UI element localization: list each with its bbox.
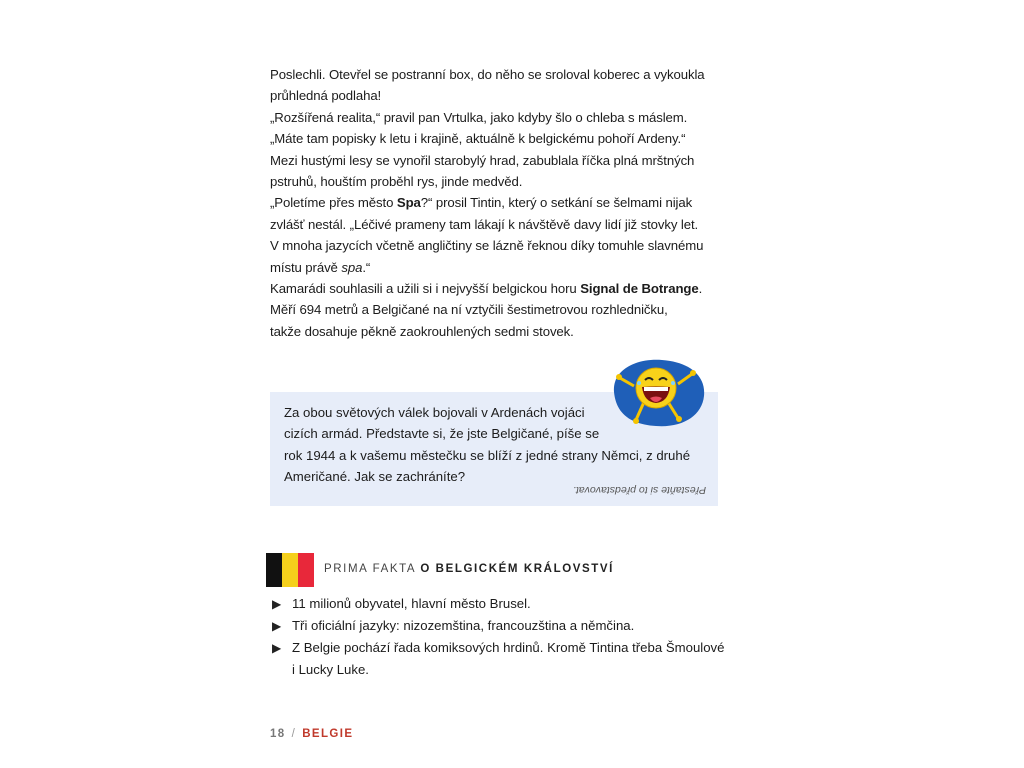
- callout-line: Američané. Jak se zachráníte?: [284, 469, 466, 485]
- bold-term-signal-de-botrange: Signal de Botrange: [580, 281, 699, 297]
- facts-title-prefix: PRIMA FAKTA: [324, 563, 421, 575]
- footer-separator: /: [291, 728, 297, 740]
- story-line: takže dosahuje pěkně zaokrouhlených sedmi stovek.: [270, 323, 574, 339]
- list-item: [270, 593, 730, 615]
- text-run: .“: [362, 259, 371, 275]
- upside-down-hint: Přestaňte si to představovat.: [572, 484, 706, 496]
- story-line: zvlášť nestál. „Léčivé prameny tam lákají k návštěvě davy lidí již stovky let.: [270, 216, 699, 232]
- triangle-bullet-icon: ▶: [272, 619, 282, 633]
- text-run: Kamarádi souhlasili a užili si i nejvyšší belgickou horu: [270, 281, 581, 297]
- triangle-bullet-icon: ▶: [272, 641, 282, 655]
- italic-term-spa: spa: [341, 259, 363, 275]
- story-text: [270, 64, 730, 342]
- flag-stripe-red: [298, 553, 314, 587]
- facts-title-bold: O BELGICKÉM KRÁLOVSTVÍ: [420, 563, 614, 575]
- text-run: .: [698, 281, 703, 297]
- text-run: ?“ prosil Tintin, který o setkání se šelmami nijak: [420, 195, 693, 211]
- page-footer: [270, 728, 353, 740]
- triangle-bullet-icon: ▶: [272, 597, 282, 611]
- page-number: 18: [270, 728, 286, 740]
- story-line: Poslechli. Otevřel se postranní box, do něho se sroloval koberec a vykoukla: [270, 67, 705, 82]
- list-item-text: Tři oficiální jazyky: nizozemština, francouzština a němčina.: [292, 618, 635, 633]
- callout-line: cizích armád. Představte si, že jste Belgičané, píše se: [284, 426, 600, 442]
- list-item-text: 11 milionů obyvatel, hlavní město Brusel.: [292, 596, 531, 611]
- story-line: pstruhů, houštím proběhl rys, jinde medvěd.: [270, 174, 523, 190]
- facts-title: [324, 563, 614, 575]
- story-line: Mezi hustými lesy se vynořil starobylý hrad, zabublala říčka plná mrštných: [270, 152, 695, 168]
- callout-line: rok 1944 a k vašemu městečku se blíží z jedné strany Němci, z druhé: [284, 447, 691, 463]
- text-run: „Poletíme přes město: [270, 195, 397, 211]
- chapter-name: BELGIE: [302, 728, 354, 740]
- facts-heading: [266, 553, 726, 587]
- laughing-face-icon: [606, 356, 710, 432]
- belgium-flag-icon: [266, 553, 314, 587]
- callout-line: Za obou světových válek bojovali v Ardenách vojáci: [284, 405, 585, 420]
- bold-term-spa: Spa: [396, 195, 421, 211]
- facts-list: [270, 593, 730, 681]
- flag-stripe-yellow: [282, 553, 298, 587]
- story-line: [270, 257, 730, 278]
- list-item: [270, 615, 730, 637]
- story-line: „Rozšířená realita,“ pravil pan Vrtulka, jako kdyby šlo o chleba s máslem.: [270, 109, 688, 125]
- flag-stripe-black: [266, 553, 282, 587]
- list-item: [270, 637, 730, 681]
- story-line: „Máte tam popisky k letu i krajině, aktuálně k belgickému pohoří Ardeny.“: [270, 131, 686, 147]
- story-line: Měří 694 metrů a Belgičané na ní vztyčili šestimetrovou rozhledničku,: [270, 302, 668, 318]
- text-run: místu právě: [270, 259, 342, 275]
- story-line: [270, 192, 730, 213]
- story-line: průhledná podlaha!: [270, 88, 382, 104]
- story-line: V mnoha jazycích včetně angličtiny se lázně řeknou díky tomuhle slavnému: [270, 238, 704, 254]
- list-item-text: Z Belgie pochází řada komiksových hrdinů. Kromě Tintina třeba Šmoulové i Lucky Luke.: [292, 640, 725, 677]
- story-line: [270, 278, 730, 299]
